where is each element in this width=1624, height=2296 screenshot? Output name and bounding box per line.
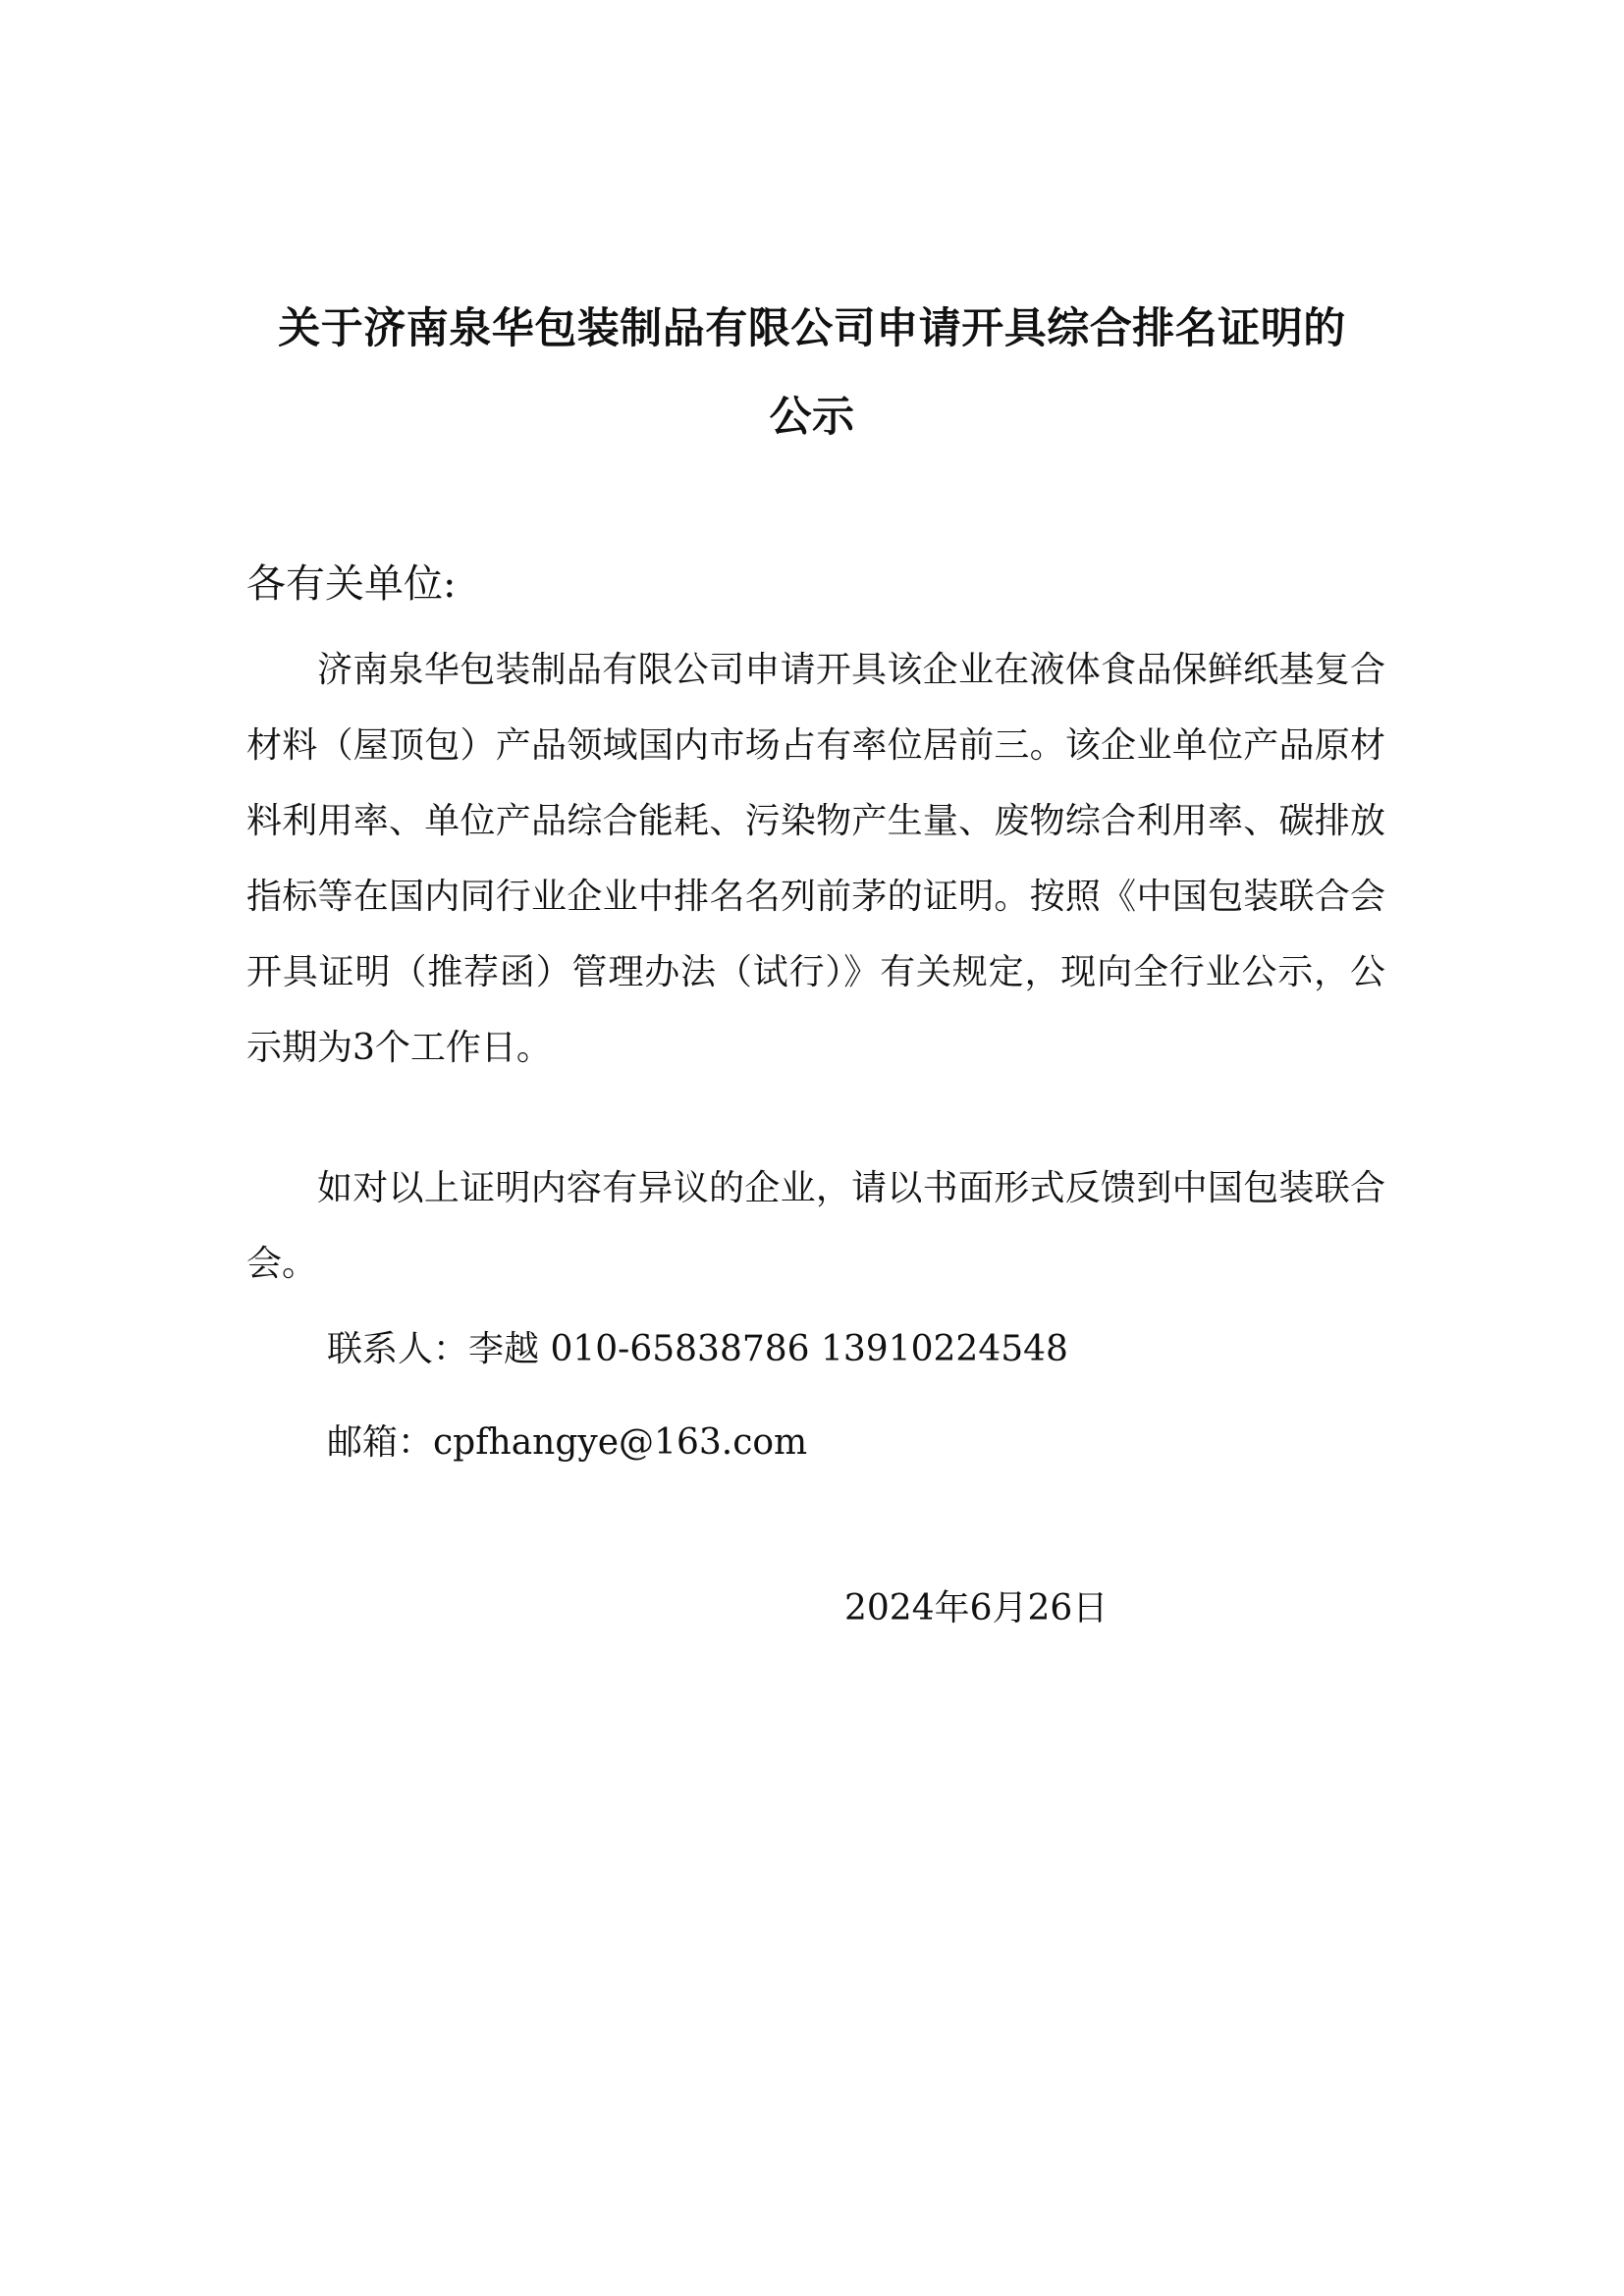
salutation: 各有关单位:	[246, 561, 457, 607]
document-date: 2024年6月26日	[844, 1588, 1109, 1629]
body-paragraph-2: 如对以上证明内容有异议的企业，请以书面形式反馈到中国包装联合会。	[246, 1168, 1385, 1284]
contact-person: 联系人：李越 010-65838786 13910224548	[327, 1329, 1068, 1369]
page-title	[245, 285, 1379, 461]
title-line-2: 公示	[769, 393, 855, 442]
title-line-1: 关于济南泉华包装制品有限公司申请开具综合排名证明的	[278, 304, 1346, 353]
contact-email: 邮箱：cpfhangye@163.com	[327, 1422, 808, 1463]
body-paragraph-1: 济南泉华包装制品有限公司申请开具该企业在液体食品保鲜纸基复合材料（屋顶包）产品领域国内市场占有率位居前三。该企业单位产品原材料利用率、单位产品综合能耗、污染物产生量、废物综合利用率、碳排放指标等在国内同行业企业中排名名列前茅的证明。按照《中国包装联合会开具证明（推荐函）管理办法（试行）》有关规定，现向全行业公示，公示期为3个工作日。	[246, 650, 1385, 1068]
